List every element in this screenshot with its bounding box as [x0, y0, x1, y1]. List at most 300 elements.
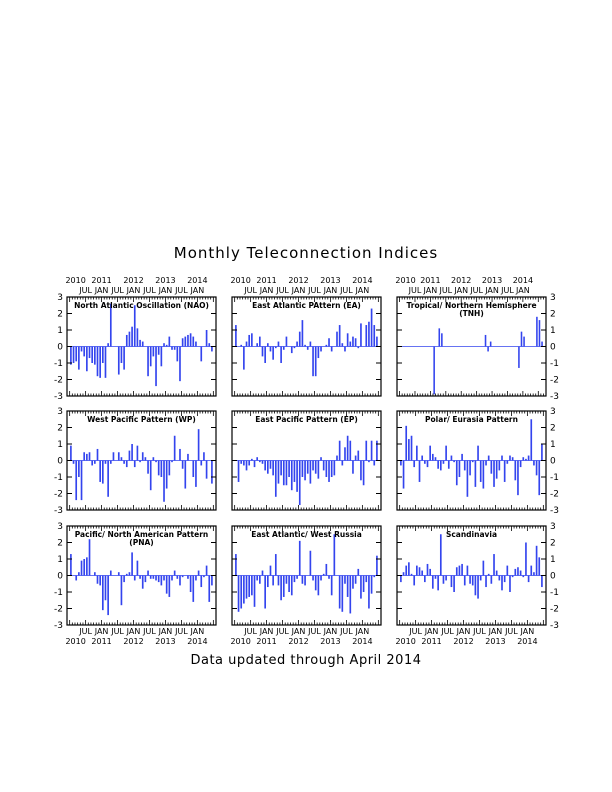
data-bar: [176, 347, 178, 362]
data-bar: [499, 576, 501, 581]
data-bar: [487, 347, 489, 352]
chart-panel: [54, 276, 216, 402]
data-bar: [107, 343, 109, 346]
data-bar: [267, 576, 269, 588]
x-month-label: JUL: [409, 627, 422, 636]
data-bar: [477, 576, 479, 599]
data-bar: [94, 347, 96, 365]
data-bar: [331, 576, 333, 596]
data-bar: [89, 539, 91, 575]
data-bar: [373, 576, 375, 578]
data-bar: [174, 436, 176, 461]
data-bar: [360, 323, 362, 346]
data-bar: [536, 546, 538, 576]
data-bar: [528, 576, 530, 583]
data-bar: [94, 461, 96, 464]
x-year-label: 2013: [155, 637, 176, 646]
data-bar: [373, 461, 375, 466]
data-bar: [480, 461, 482, 482]
data-bar: [416, 566, 418, 576]
data-bar: [283, 576, 285, 597]
data-bar: [243, 461, 245, 466]
x-month-label: JUL: [111, 627, 124, 636]
data-bar: [83, 559, 85, 576]
x-month-label: JUL: [505, 627, 518, 636]
data-bar: [491, 461, 493, 474]
data-bar: [483, 561, 485, 576]
data-bar: [195, 576, 197, 581]
data-bar: [365, 576, 367, 583]
panel-title: (TNH): [459, 309, 484, 318]
data-bar: [139, 340, 141, 347]
data-bar: [456, 567, 458, 575]
data-bar: [238, 576, 240, 612]
data-bar: [437, 576, 439, 591]
y-tick-label: 0: [550, 342, 556, 353]
x-year-label: 2010: [230, 276, 251, 285]
y-tick-label: -1: [550, 473, 559, 483]
data-bar: [97, 449, 99, 461]
data-bar: [78, 461, 80, 478]
data-bar: [416, 446, 418, 461]
x-year-label: 2013: [320, 637, 341, 646]
data-bar: [256, 576, 258, 581]
data-bar: [312, 461, 314, 471]
x-month-label: JAN: [454, 286, 469, 295]
data-bar: [451, 576, 453, 588]
x-month-label: JAN: [190, 627, 205, 636]
page-title: Monthly Teleconnection Indices: [173, 244, 439, 262]
data-bar: [296, 576, 298, 579]
data-bar: [118, 347, 120, 375]
data-bar: [267, 461, 269, 474]
data-bar: [206, 566, 208, 576]
data-bar: [504, 576, 506, 583]
y-tick-label: 1: [57, 555, 63, 565]
data-bar: [411, 574, 413, 576]
data-bar: [336, 456, 338, 461]
y-tick-label: -2: [550, 604, 559, 615]
data-bar: [291, 461, 293, 491]
data-bar: [163, 461, 165, 502]
data-bar: [472, 576, 474, 586]
data-bar: [99, 347, 101, 378]
data-bar: [107, 461, 109, 497]
y-tick-label: -3: [54, 392, 63, 402]
data-bar: [294, 347, 296, 349]
y-tick-label: 3: [550, 407, 556, 417]
data-bar: [153, 457, 155, 460]
data-bar: [315, 347, 317, 377]
data-bar: [464, 461, 466, 471]
data-bar: [464, 576, 466, 586]
data-bar: [251, 459, 253, 461]
data-bar: [373, 325, 375, 346]
data-bar: [456, 461, 458, 486]
data-bar: [211, 576, 213, 586]
data-bar: [291, 347, 293, 354]
data-bar: [299, 461, 301, 506]
data-bar: [533, 572, 535, 575]
data-bar: [371, 309, 373, 347]
x-month-label: JAN: [485, 286, 499, 295]
data-bar: [485, 576, 487, 588]
data-bar: [488, 574, 490, 576]
x-month-label: JAN: [259, 286, 274, 295]
data-bar: [123, 347, 125, 370]
data-bar: [121, 347, 123, 364]
data-bar: [270, 566, 272, 576]
panel-title: West Pacific Pattern (WP): [87, 415, 196, 424]
data-bar: [163, 576, 165, 581]
data-bar: [91, 347, 93, 364]
data-bar: [323, 574, 325, 576]
y-tick-label: 2: [57, 423, 63, 434]
y-tick-label: 2: [550, 423, 556, 434]
data-bar: [475, 461, 477, 487]
data-bar: [352, 576, 354, 589]
y-tick-label: 3: [57, 522, 63, 532]
data-bar: [488, 456, 490, 461]
data-bar: [400, 576, 402, 583]
data-bar: [251, 576, 253, 596]
data-bar: [251, 333, 253, 346]
data-bar: [376, 337, 378, 347]
data-bar: [86, 347, 88, 372]
data-bar: [496, 461, 498, 479]
panel-title: Tropical/ Northern Hemisphere: [406, 301, 537, 310]
x-year-label: 2014: [517, 637, 538, 646]
x-month-label: JUL: [143, 286, 156, 295]
data-bar: [195, 461, 197, 487]
footer-note: Data updated through April 2014: [190, 653, 422, 668]
data-bar: [142, 452, 144, 460]
x-year-label: 2010: [65, 276, 86, 285]
y-tick-label: -3: [54, 621, 63, 631]
x-month-label: JUL: [340, 286, 353, 295]
data-bar: [472, 461, 474, 463]
x-year-label: 2012: [123, 276, 144, 285]
data-bar: [102, 461, 104, 484]
data-bar: [453, 461, 455, 463]
data-bar: [469, 461, 471, 476]
data-bar: [320, 576, 322, 581]
data-bar: [158, 347, 160, 355]
data-bar: [105, 347, 107, 378]
data-bar: [432, 454, 434, 461]
y-tick-label: 2: [550, 538, 556, 549]
data-bar: [443, 461, 445, 464]
data-bar: [440, 534, 442, 575]
data-bar: [195, 342, 197, 347]
x-month-label: JAN: [355, 627, 370, 636]
data-bar: [304, 461, 306, 481]
x-year-label: 2013: [481, 276, 503, 285]
data-bar: [83, 452, 85, 460]
data-bar: [533, 461, 535, 466]
data-bar: [315, 576, 317, 591]
data-bar: [493, 461, 495, 487]
data-bar: [318, 461, 320, 479]
x-year-label: 2011: [256, 276, 277, 285]
data-bar: [467, 566, 469, 576]
data-bar: [411, 436, 413, 461]
x-month-label: JAN: [158, 627, 173, 636]
data-bar: [107, 576, 109, 616]
x-month-label: JAN: [424, 627, 439, 636]
x-year-label: 2012: [453, 637, 474, 646]
chart-panel: [54, 522, 216, 646]
data-bar: [443, 576, 445, 584]
x-month-label: JUL: [441, 627, 454, 636]
data-bar: [433, 347, 435, 395]
x-month-label: JUL: [501, 286, 514, 295]
x-year-label: 2012: [288, 637, 309, 646]
y-tick-label: -1: [550, 359, 559, 369]
data-bar: [254, 576, 256, 607]
y-tick-label: -3: [550, 621, 559, 631]
data-bar: [539, 320, 541, 346]
data-bar: [400, 461, 402, 466]
data-bar: [355, 338, 357, 346]
chart-panel: [395, 522, 559, 646]
data-bar: [254, 461, 256, 468]
x-year-label: 2010: [230, 637, 251, 646]
data-bar: [190, 576, 192, 593]
data-bar: [169, 576, 171, 597]
data-bar: [288, 576, 290, 593]
data-bar: [347, 436, 349, 461]
x-year-label: 2011: [91, 276, 112, 285]
data-bar: [512, 457, 514, 460]
data-bar: [467, 461, 469, 497]
data-bar: [240, 576, 242, 609]
data-bar: [163, 343, 165, 346]
data-bar: [270, 347, 272, 352]
data-bar: [326, 461, 328, 478]
data-bar: [312, 576, 314, 581]
data-bar: [278, 342, 280, 347]
data-bar: [137, 328, 139, 346]
data-bar: [270, 461, 272, 469]
data-bar: [302, 461, 304, 478]
x-year-label: 2013: [485, 637, 506, 646]
data-bar: [501, 456, 503, 461]
data-bar: [424, 576, 426, 583]
x-month-label: JAN: [291, 627, 306, 636]
data-bar: [110, 461, 112, 464]
data-bar: [363, 576, 365, 593]
x-year-label: 2014: [352, 637, 373, 646]
data-bar: [368, 322, 370, 347]
x-year-label: 2013: [155, 276, 176, 285]
data-bar: [161, 347, 163, 367]
data-bar: [129, 332, 131, 347]
data-bar: [307, 347, 309, 350]
data-bar: [262, 347, 264, 357]
data-bar: [248, 576, 250, 597]
data-bar: [75, 347, 77, 362]
y-tick-label: -1: [550, 588, 559, 598]
data-bar: [179, 347, 181, 382]
data-bar: [259, 576, 261, 584]
data-bar: [480, 576, 482, 581]
data-bar: [299, 332, 301, 347]
data-bar: [318, 576, 320, 596]
data-bar: [506, 566, 508, 576]
data-bar: [139, 576, 141, 579]
data-bar: [73, 347, 75, 364]
data-bar: [421, 456, 423, 461]
data-bar: [174, 571, 176, 576]
x-year-label: 2010: [395, 276, 416, 285]
data-bar: [121, 457, 123, 460]
data-bar: [272, 347, 274, 360]
data-bar: [485, 461, 487, 466]
data-bar: [352, 461, 354, 474]
data-bar: [187, 576, 189, 579]
data-bar: [280, 347, 282, 364]
y-tick-label: -1: [54, 359, 63, 369]
data-bar: [203, 576, 205, 578]
data-bar: [304, 576, 306, 586]
data-bar: [405, 426, 407, 461]
data-bar: [310, 461, 312, 484]
data-bar: [490, 342, 492, 347]
data-bar: [150, 347, 152, 367]
data-bar: [504, 461, 506, 482]
x-month-label: JUL: [340, 627, 353, 636]
y-tick-label: 0: [57, 456, 63, 467]
data-bar: [437, 461, 439, 469]
data-bar: [405, 566, 407, 576]
panel-title: East Atlantic/ West Russia: [251, 530, 362, 539]
data-bar: [280, 576, 282, 601]
data-bar: [355, 576, 357, 584]
data-bar: [248, 335, 250, 347]
y-tick-label: 2: [550, 309, 556, 320]
data-bar: [344, 447, 346, 460]
data-bar: [357, 569, 359, 576]
data-bar: [536, 461, 538, 476]
data-bar: [176, 576, 178, 579]
chart-panel: [395, 276, 559, 402]
data-bar: [240, 345, 242, 347]
x-month-label: JUL: [244, 286, 257, 295]
data-bar: [147, 571, 149, 576]
data-bar: [198, 429, 200, 460]
data-bar: [99, 576, 101, 586]
x-year-label: 2014: [187, 637, 208, 646]
data-bar: [538, 557, 540, 575]
x-year-label: 2010: [65, 637, 86, 646]
data-bar: [341, 461, 343, 466]
data-bar: [139, 461, 141, 463]
data-bar: [131, 327, 133, 347]
data-bar: [259, 461, 261, 463]
data-bar: [296, 342, 298, 347]
y-tick-label: 0: [57, 342, 63, 353]
data-bar: [278, 461, 280, 484]
data-bar: [169, 461, 171, 476]
panel-title: Scandinavia: [445, 530, 498, 539]
x-month-label: JAN: [520, 627, 535, 636]
data-bar: [459, 461, 461, 478]
data-bar: [432, 576, 434, 589]
panel-title: East Atlantic PAttern (EA): [252, 301, 361, 310]
data-bar: [429, 569, 431, 576]
data-bar: [131, 552, 133, 575]
data-bar: [459, 566, 461, 576]
data-bar: [328, 576, 330, 579]
data-bar: [275, 461, 277, 497]
data-bar: [246, 576, 248, 599]
data-bar: [440, 461, 442, 471]
data-bar: [302, 576, 304, 584]
y-tick-label: -2: [550, 375, 559, 386]
data-bar: [147, 461, 149, 474]
data-bar: [97, 576, 99, 584]
data-bar: [171, 576, 173, 581]
data-bar: [413, 576, 415, 586]
data-bar: [123, 576, 125, 583]
data-bar: [307, 461, 309, 474]
data-bar: [283, 347, 285, 350]
data-bar: [304, 345, 306, 347]
x-month-label: JAN: [516, 286, 530, 295]
data-bar: [310, 342, 312, 347]
data-bar: [320, 457, 322, 460]
data-bar: [541, 342, 543, 347]
data-bar: [448, 461, 450, 469]
x-month-label: JAN: [423, 286, 438, 295]
data-bar: [483, 461, 485, 489]
data-bar: [182, 461, 184, 469]
x-month-label: JAN: [323, 627, 338, 636]
data-bar: [283, 461, 285, 486]
x-month-label: JUL: [276, 286, 289, 295]
data-bar: [134, 576, 136, 581]
panel-title: East Pacific Pattern (EP): [255, 415, 358, 424]
data-bar: [541, 576, 543, 588]
data-bar: [286, 337, 288, 347]
data-bar: [461, 564, 463, 576]
data-bar: [158, 461, 160, 476]
data-bar: [441, 333, 443, 346]
data-bar: [153, 576, 155, 579]
data-bar: [166, 461, 168, 489]
data-bar: [272, 461, 274, 476]
data-bar: [512, 576, 514, 578]
data-bar: [161, 461, 163, 478]
data-bar: [126, 335, 128, 347]
data-bar: [97, 347, 99, 377]
data-bar: [445, 576, 447, 581]
data-bar: [360, 576, 362, 599]
y-tick-label: 3: [550, 522, 556, 532]
data-bar: [523, 337, 525, 347]
data-bar: [240, 461, 242, 464]
data-bar: [166, 345, 168, 347]
data-bar: [121, 576, 123, 606]
data-bar: [198, 571, 200, 576]
data-bar: [70, 347, 72, 365]
data-bar: [248, 461, 250, 466]
data-bar: [275, 347, 277, 349]
data-bar: [328, 461, 330, 482]
data-bar: [155, 576, 157, 581]
data-bar: [102, 576, 104, 611]
